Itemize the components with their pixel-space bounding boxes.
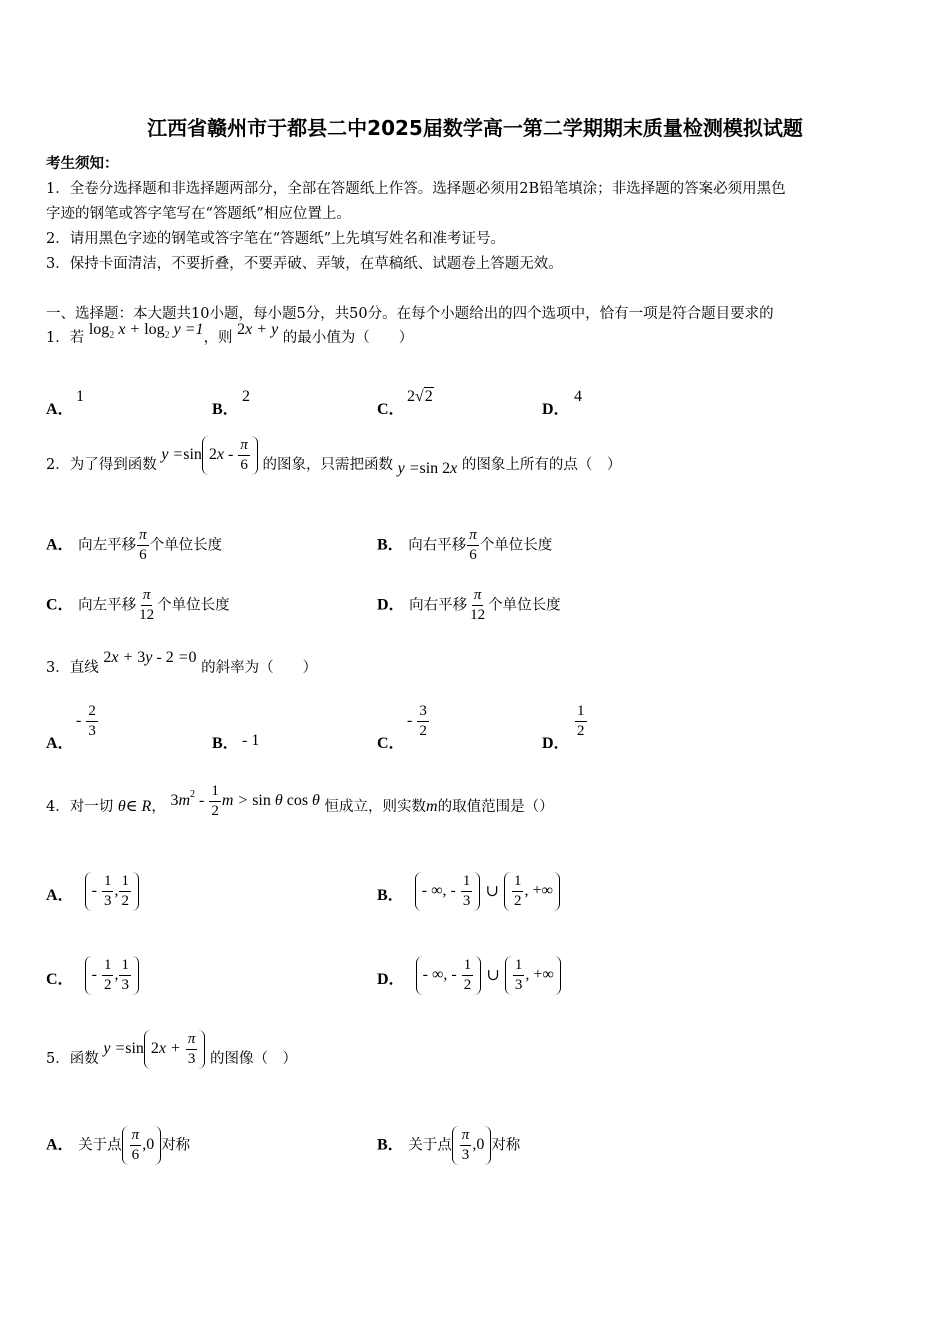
interval-a: - $\frac{1}{3}$ , $\frac{1}{2}$ — [85, 872, 139, 911]
option-a-value: - $\frac{2}{3}$ — [76, 703, 96, 739]
question-number: 4． — [46, 799, 70, 816]
question-2: 2．为了得到函数 y =sin 2x - $\frac{\pi}{6}$ 的图象，只需把函数 y =sin 2x 的图象上所有的点（ ） — [46, 437, 622, 478]
point-b: $\frac{\pi}{3}$ ,0 — [452, 1126, 492, 1165]
question-2-option-a: A． 向左平移 $\frac{\pi}{6}$ 个单位长度 — [46, 527, 223, 563]
question-4-option-a: A． - $\frac{1}{3}$ , $\frac{1}{2}$ — [46, 872, 139, 911]
option-b-label: B． — [212, 401, 239, 418]
interval-d-left: - ∞, - $\frac{1}{2}$ — [416, 956, 482, 995]
interval-d-right: $\frac{1}{3}$ , +∞ — [505, 956, 561, 995]
option-c-value: - $\frac{3}{2}$ — [407, 703, 427, 739]
math-source-function: y =sin 2x — [397, 460, 458, 478]
notice-heading: 考生须知： — [46, 155, 119, 172]
question-number: 3． — [46, 660, 70, 676]
option-d-value: 4 — [574, 388, 582, 405]
notice-item-2: 2．请用黑色字迹的钢笔或答字笔在“答题纸”上先填写姓名和准考证号。 — [46, 231, 506, 247]
option-c-label: C． — [377, 401, 405, 418]
notice-item-1-line-1: 1．全卷分选择题和非选择题两部分，全部在答题纸上作答。选择题必须用2B铅笔填涂；非选择题的答案必须用黑色 — [46, 181, 786, 197]
question-4: 4．对一切 θ∈ R， $3m^2$ - $\frac{1}{2}$ m > sin θ cos θ 恒成立，则实数m的取值范围是（） — [46, 783, 554, 819]
option-a-value: 1 — [76, 388, 84, 405]
page-title: 江西省赣州市于都县二中2025届数学高一第二学期期末质量检测模拟试题 — [147, 116, 803, 140]
interval-c: - $\frac{1}{2}$ , $\frac{1}{3}$ — [85, 956, 139, 995]
question-2-option-d: D． 向右平移 $\frac{\pi}{12}$ 个单位长度 — [377, 587, 561, 623]
question-4-option-b: B． - ∞, - $\frac{1}{3}$ ∪ $\frac{1}{2}$ , +∞ — [377, 872, 560, 911]
math-inequality: $3m^2$ - $\frac{1}{2}$ m > sin θ cos θ — [170, 783, 320, 819]
question-2-option-b: B． 向右平移 $\frac{\pi}{6}$ 个单位长度 — [377, 527, 553, 563]
notice-item-3: 3．保持卡面清洁，不要折叠，不要弄破、弄皱，在草稿纸、试题卷上答题无效。 — [46, 256, 563, 272]
point-a: $\frac{\pi}{6}$ ,0 — [122, 1126, 162, 1165]
option-b-value: 2 — [242, 388, 250, 405]
question-5: 5．函数 y =sin 2x + $\frac{\pi}{3}$ 的图像（ ） — [46, 1031, 297, 1068]
math-expression-2x-plus-y: 2x + y — [237, 321, 279, 338]
interval-b-left: - ∞, - $\frac{1}{3}$ — [415, 872, 481, 911]
option-a-label: A． — [46, 401, 74, 418]
question-number: 1． — [46, 330, 70, 346]
question-3: 3．直线 2x + 3y - 2 =0 的斜率为（ ） — [46, 649, 318, 676]
question-4-option-c: C． - $\frac{1}{2}$ , $\frac{1}{3}$ — [46, 956, 139, 995]
option-c-value: 2√2 — [407, 388, 433, 405]
math-line-equation: 2x + 3y - 2 =0 — [103, 649, 197, 666]
question-1: 1．若 $\log_2 x + \log_2 y =1$，则 2x + y 的最小值为（ ） — [46, 321, 414, 346]
math-function: y =sin 2x + $\frac{\pi}{3}$ — [103, 1040, 205, 1057]
math-m: m — [426, 798, 438, 816]
question-number: 5． — [46, 1051, 70, 1068]
question-number: 2． — [46, 457, 70, 474]
option-d-value: $\frac{1}{2}$ — [577, 703, 585, 739]
math-target-function: y =sin 2x - $\frac{\pi}{6}$ — [161, 446, 258, 463]
interval-b-right: $\frac{1}{2}$ , +∞ — [504, 872, 560, 911]
math-log-condition: $\log_2 x + \log_2 y =1$ — [88, 321, 204, 341]
option-d-label: D． — [542, 401, 570, 418]
section-heading: 一、选择题：本大题共10小题，每小题5分，共50分。在每个小题给出的四个选项中，恰有一项是符合题目要求的 — [46, 306, 774, 322]
option-b-value: - 1 — [242, 732, 260, 749]
question-5-option-b: B． 关于点 $\frac{\pi}{3}$ ,0 对称 — [377, 1127, 521, 1163]
question-4-option-d: D． - ∞, - $\frac{1}{2}$ ∪ $\frac{1}{3}$ , +∞ — [377, 956, 561, 995]
question-5-option-a: A． 关于点 $\frac{\pi}{6}$ ,0 对称 — [46, 1127, 191, 1163]
math-theta-in-r: θ∈ R — [117, 798, 152, 816]
question-2-option-c: C． 向左平移 $\frac{\pi}{12}$ 个单位长度 — [46, 587, 230, 623]
notice-item-1-line-2: 字迹的钢笔或答字笔写在“答题纸”相应位置上。 — [46, 206, 351, 222]
